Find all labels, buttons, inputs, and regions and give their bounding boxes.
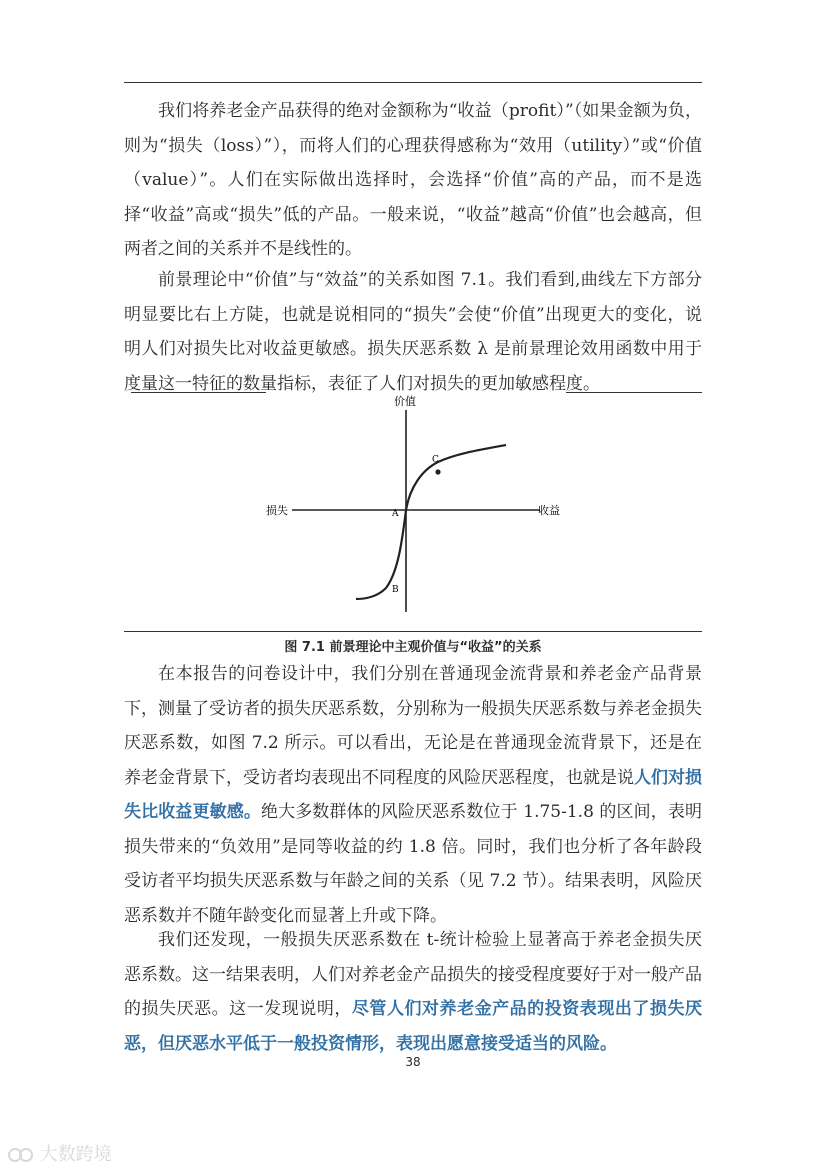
paragraph-4-highlight: 尽管人们对养老金产品的投资表现出了损失厌恶，但厌恶水平低于一般投资情形，表现出愿意接受适当的风险。 xyxy=(124,999,702,1054)
figure-caption: 图 7.1 前景理论中主观价值与“收益”的关系 xyxy=(284,640,542,655)
point-a-label: A xyxy=(392,509,399,519)
watermark-text: 大数跨境 xyxy=(39,1144,112,1165)
value-function-figure xyxy=(240,392,580,624)
paragraph-3-text-before: 在本报告的问卷设计中，我们分别在普通现金流背景和养老金产品背景下，测量了受访者的损失厌恶系数，分别称为一般损失厌恶系数与养老金损失厌恶系数，如图 7.2 所示。可以看出，无论是在普通现金流背景下，还是在养老金背景下，受访者均表现出不同程度的风险厌恶程度，也就是说 xyxy=(124,664,702,788)
header-rule xyxy=(124,82,702,83)
x-axis-negative-label: 损失 xyxy=(266,504,288,517)
paragraph-3-text-after: 绝大多数群体的风险厌恶系数位于 1.75-1.8 的区间，表明损失带来的“负效用”是同等收益的约 1.8 倍。同时，我们也分析了各年龄段受访者平均损失厌恶系数与年龄之间的关系（见 7.2 节）。结果表明，风险厌恶系数并不随年龄变化而显著上升或下降。 xyxy=(124,802,702,926)
point-c-marker xyxy=(435,469,440,474)
value-curve-gain xyxy=(406,445,506,510)
paragraph-2: 前景理论中“价值”与“效益”的关系如图 7.1。我们看到,曲线左下方部分明显要比右上方陡，也就是说相同的“损失”会使“价值”出现更大的变化，说明人们对损失比对收益更敏感。损失厌恶系数 λ 是前景理论效用函数中用于度量这一特征的数量指标，表征了人们对损失的更加敏感程度。 xyxy=(124,270,702,394)
paragraph-3 xyxy=(124,657,702,933)
figure-bottom-rule xyxy=(124,631,702,632)
y-axis-label: 价值 xyxy=(394,395,416,408)
page-number: 38 xyxy=(405,1055,421,1069)
figure-top-rule-right xyxy=(566,392,702,393)
x-axis-positive-label: 收益 xyxy=(538,504,560,517)
paragraph-3-highlight: 人们对损失比收益更敏感。 xyxy=(124,767,702,822)
point-c-label: C xyxy=(432,455,439,465)
paragraph-1: 我们将养老金产品获得的绝对金额称为“收益（profit）”（如果金额为负，则为“损失（loss）”），而将人们的心理获得感称为“效用（utility）”或“价值（value）”。人们在实际做出选择时，会选择“价值”高的产品，而不是选择“收益”高或“损失”低的产品。一般来说，“收益”越高“价值”也会越高，但两者之间的关系并不是线性的。 xyxy=(124,101,702,259)
paragraph-4 xyxy=(124,923,702,1061)
point-b-label: B xyxy=(392,585,399,595)
watermark xyxy=(8,1140,112,1166)
paragraph-4-text-before: 我们还发现，一般损失厌恶系数在 t-统计检验上显著高于养老金损失厌恶系数。这一结果表明，人们对养老金产品损失的接受程度要好于对一般产品的损失厌恶。这一发现说明， xyxy=(124,930,702,1019)
watermark-logo-icon xyxy=(8,1147,34,1163)
